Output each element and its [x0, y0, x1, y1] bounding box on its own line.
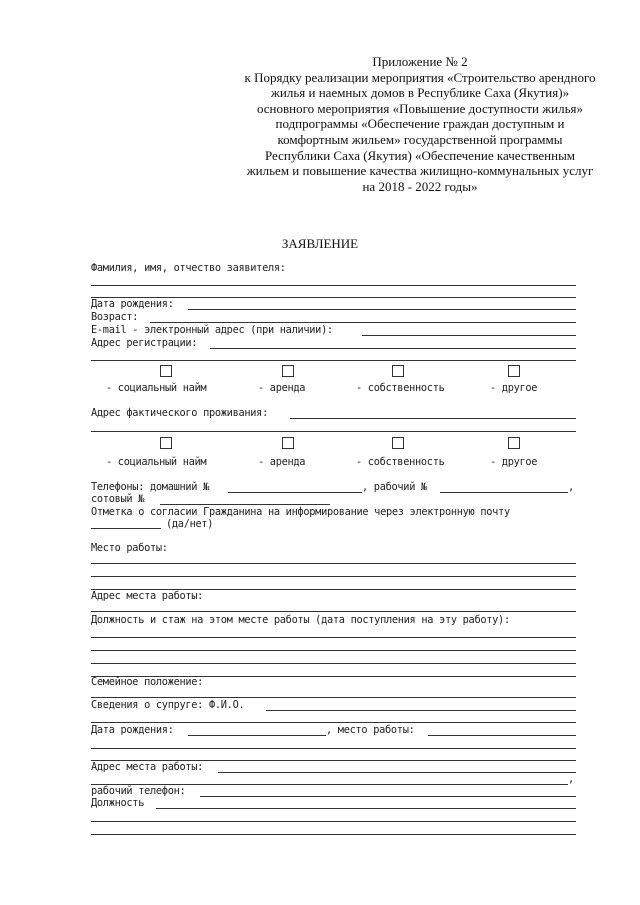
- header-line: комфортным жильем» государственной программы: [277, 131, 563, 147]
- spouse-name-label: Сведения о супруге: Ф.И.О.: [91, 699, 245, 711]
- work-address-field[interactable]: [91, 611, 576, 612]
- marital-status-field[interactable]: [91, 697, 576, 698]
- actual-address-label: Адрес фактического проживания:: [91, 407, 268, 419]
- reg-rent-checkbox[interactable]: [282, 365, 294, 377]
- spouse-position-label: Должность: [91, 797, 145, 809]
- document-title: ЗАЯВЛЕНИЕ: [281, 236, 359, 251]
- birth-date-label: Дата рождения:: [91, 298, 174, 310]
- workplace-field[interactable]: [91, 563, 576, 564]
- workplace-label: Место работы:: [91, 542, 168, 554]
- option-label-other: - другое: [490, 456, 538, 468]
- header-line: жильем и повышение качества жилищно-коммунальных услуг: [246, 163, 594, 179]
- spouse-name-field-continued[interactable]: [91, 722, 576, 723]
- spouse-workplace-field-continued[interactable]: [91, 748, 576, 749]
- spouse-position-field-continued[interactable]: [91, 821, 576, 822]
- header-line: жилья и наемных домов в Республике Саха (Якутия)»: [270, 85, 570, 101]
- header-line: основного мероприятия «Повышение доступности жилья»: [256, 100, 584, 116]
- reg-ownership-checkbox[interactable]: [392, 365, 404, 377]
- option-label-social-rent: - социальный найм: [106, 456, 207, 468]
- spouse-work-phone-label: рабочий телефон:: [91, 785, 186, 797]
- work-address-label: Адрес места работы:: [91, 590, 204, 602]
- actual-rent-checkbox[interactable]: [282, 437, 294, 449]
- reg-address-label: Адрес регистрации:: [91, 337, 198, 349]
- spouse-work-address-field[interactable]: [218, 772, 576, 773]
- mobile-phone-label: сотовый №: [91, 493, 145, 505]
- actual-other-checkbox[interactable]: [508, 437, 520, 449]
- position-field-continued[interactable]: [91, 650, 576, 651]
- header-line: Республики Саха (Якутия) «Обеспечение качественным: [264, 147, 576, 163]
- home-phone-label: Телефоны: домашний №: [91, 481, 209, 493]
- separator-comma: ,: [568, 773, 574, 785]
- option-label-ownership: - собственность: [356, 456, 445, 468]
- reg-address-field-continued[interactable]: [91, 360, 576, 361]
- marital-status-label: Семейное положение:: [91, 676, 204, 688]
- header-line: к Порядку реализации мероприятия «Строительство арендного: [244, 69, 596, 85]
- fio-label: Фамилия, имя, отчество заявителя:: [91, 262, 286, 274]
- option-label-rent: - аренда: [258, 382, 306, 394]
- option-label-ownership: - собственность: [356, 382, 445, 394]
- spouse-workplace-label: , место работы:: [326, 724, 415, 736]
- workplace-field-continued[interactable]: [91, 576, 576, 577]
- age-field[interactable]: [150, 322, 576, 323]
- spouse-position-field[interactable]: [156, 808, 576, 809]
- spouse-position-field-continued[interactable]: [91, 834, 576, 835]
- fio-field[interactable]: [91, 285, 576, 286]
- spouse-work-phone-field[interactable]: [200, 796, 576, 797]
- separator-comma: ,: [568, 481, 574, 493]
- actual-social-rent-checkbox[interactable]: [160, 437, 172, 449]
- position-field-continued[interactable]: [91, 663, 576, 664]
- email-consent-label: Отметка о согласии Гражданина на информирование через электронную почту: [91, 506, 510, 518]
- option-label-other: - другое: [490, 382, 538, 394]
- reg-address-field[interactable]: [210, 348, 576, 349]
- reg-social-rent-checkbox[interactable]: [160, 365, 172, 377]
- reg-other-checkbox[interactable]: [508, 365, 520, 377]
- work-phone-label: , рабочий №: [362, 481, 427, 493]
- email-field[interactable]: [362, 335, 576, 336]
- email-consent-field[interactable]: [91, 528, 161, 529]
- header-line: Приложение № 2: [372, 54, 468, 69]
- mobile-phone-field[interactable]: [160, 504, 330, 505]
- header-line: на 2018 - 2022 годы»: [362, 178, 478, 194]
- position-label: Должность и стаж на этом месте работы (дата поступления на эту работу):: [91, 614, 510, 626]
- home-phone-field[interactable]: [228, 492, 362, 493]
- email-consent-hint: (да/нет): [166, 518, 214, 530]
- spouse-workplace-field[interactable]: [428, 735, 576, 736]
- document-header: [230, 54, 610, 194]
- actual-address-field-continued[interactable]: [91, 431, 576, 432]
- option-label-rent: - аренда: [258, 456, 306, 468]
- actual-address-field[interactable]: [290, 418, 576, 419]
- header-line: подпрограммы «Обеспечение граждан доступным и: [275, 116, 565, 132]
- position-field[interactable]: [91, 637, 576, 638]
- age-label: Возраст:: [91, 311, 139, 323]
- spouse-birth-date-field[interactable]: [188, 735, 326, 736]
- work-phone-field[interactable]: [440, 492, 568, 493]
- spouse-birth-date-label: Дата рождения:: [91, 724, 174, 736]
- email-label: E-mail - электронный адрес (при наличии):: [91, 324, 333, 336]
- actual-ownership-checkbox[interactable]: [392, 437, 404, 449]
- spouse-name-field[interactable]: [266, 710, 576, 711]
- option-label-social-rent: - социальный найм: [106, 382, 207, 394]
- spouse-work-address-label: Адрес места работы:: [91, 761, 204, 773]
- birth-date-field[interactable]: [188, 309, 576, 310]
